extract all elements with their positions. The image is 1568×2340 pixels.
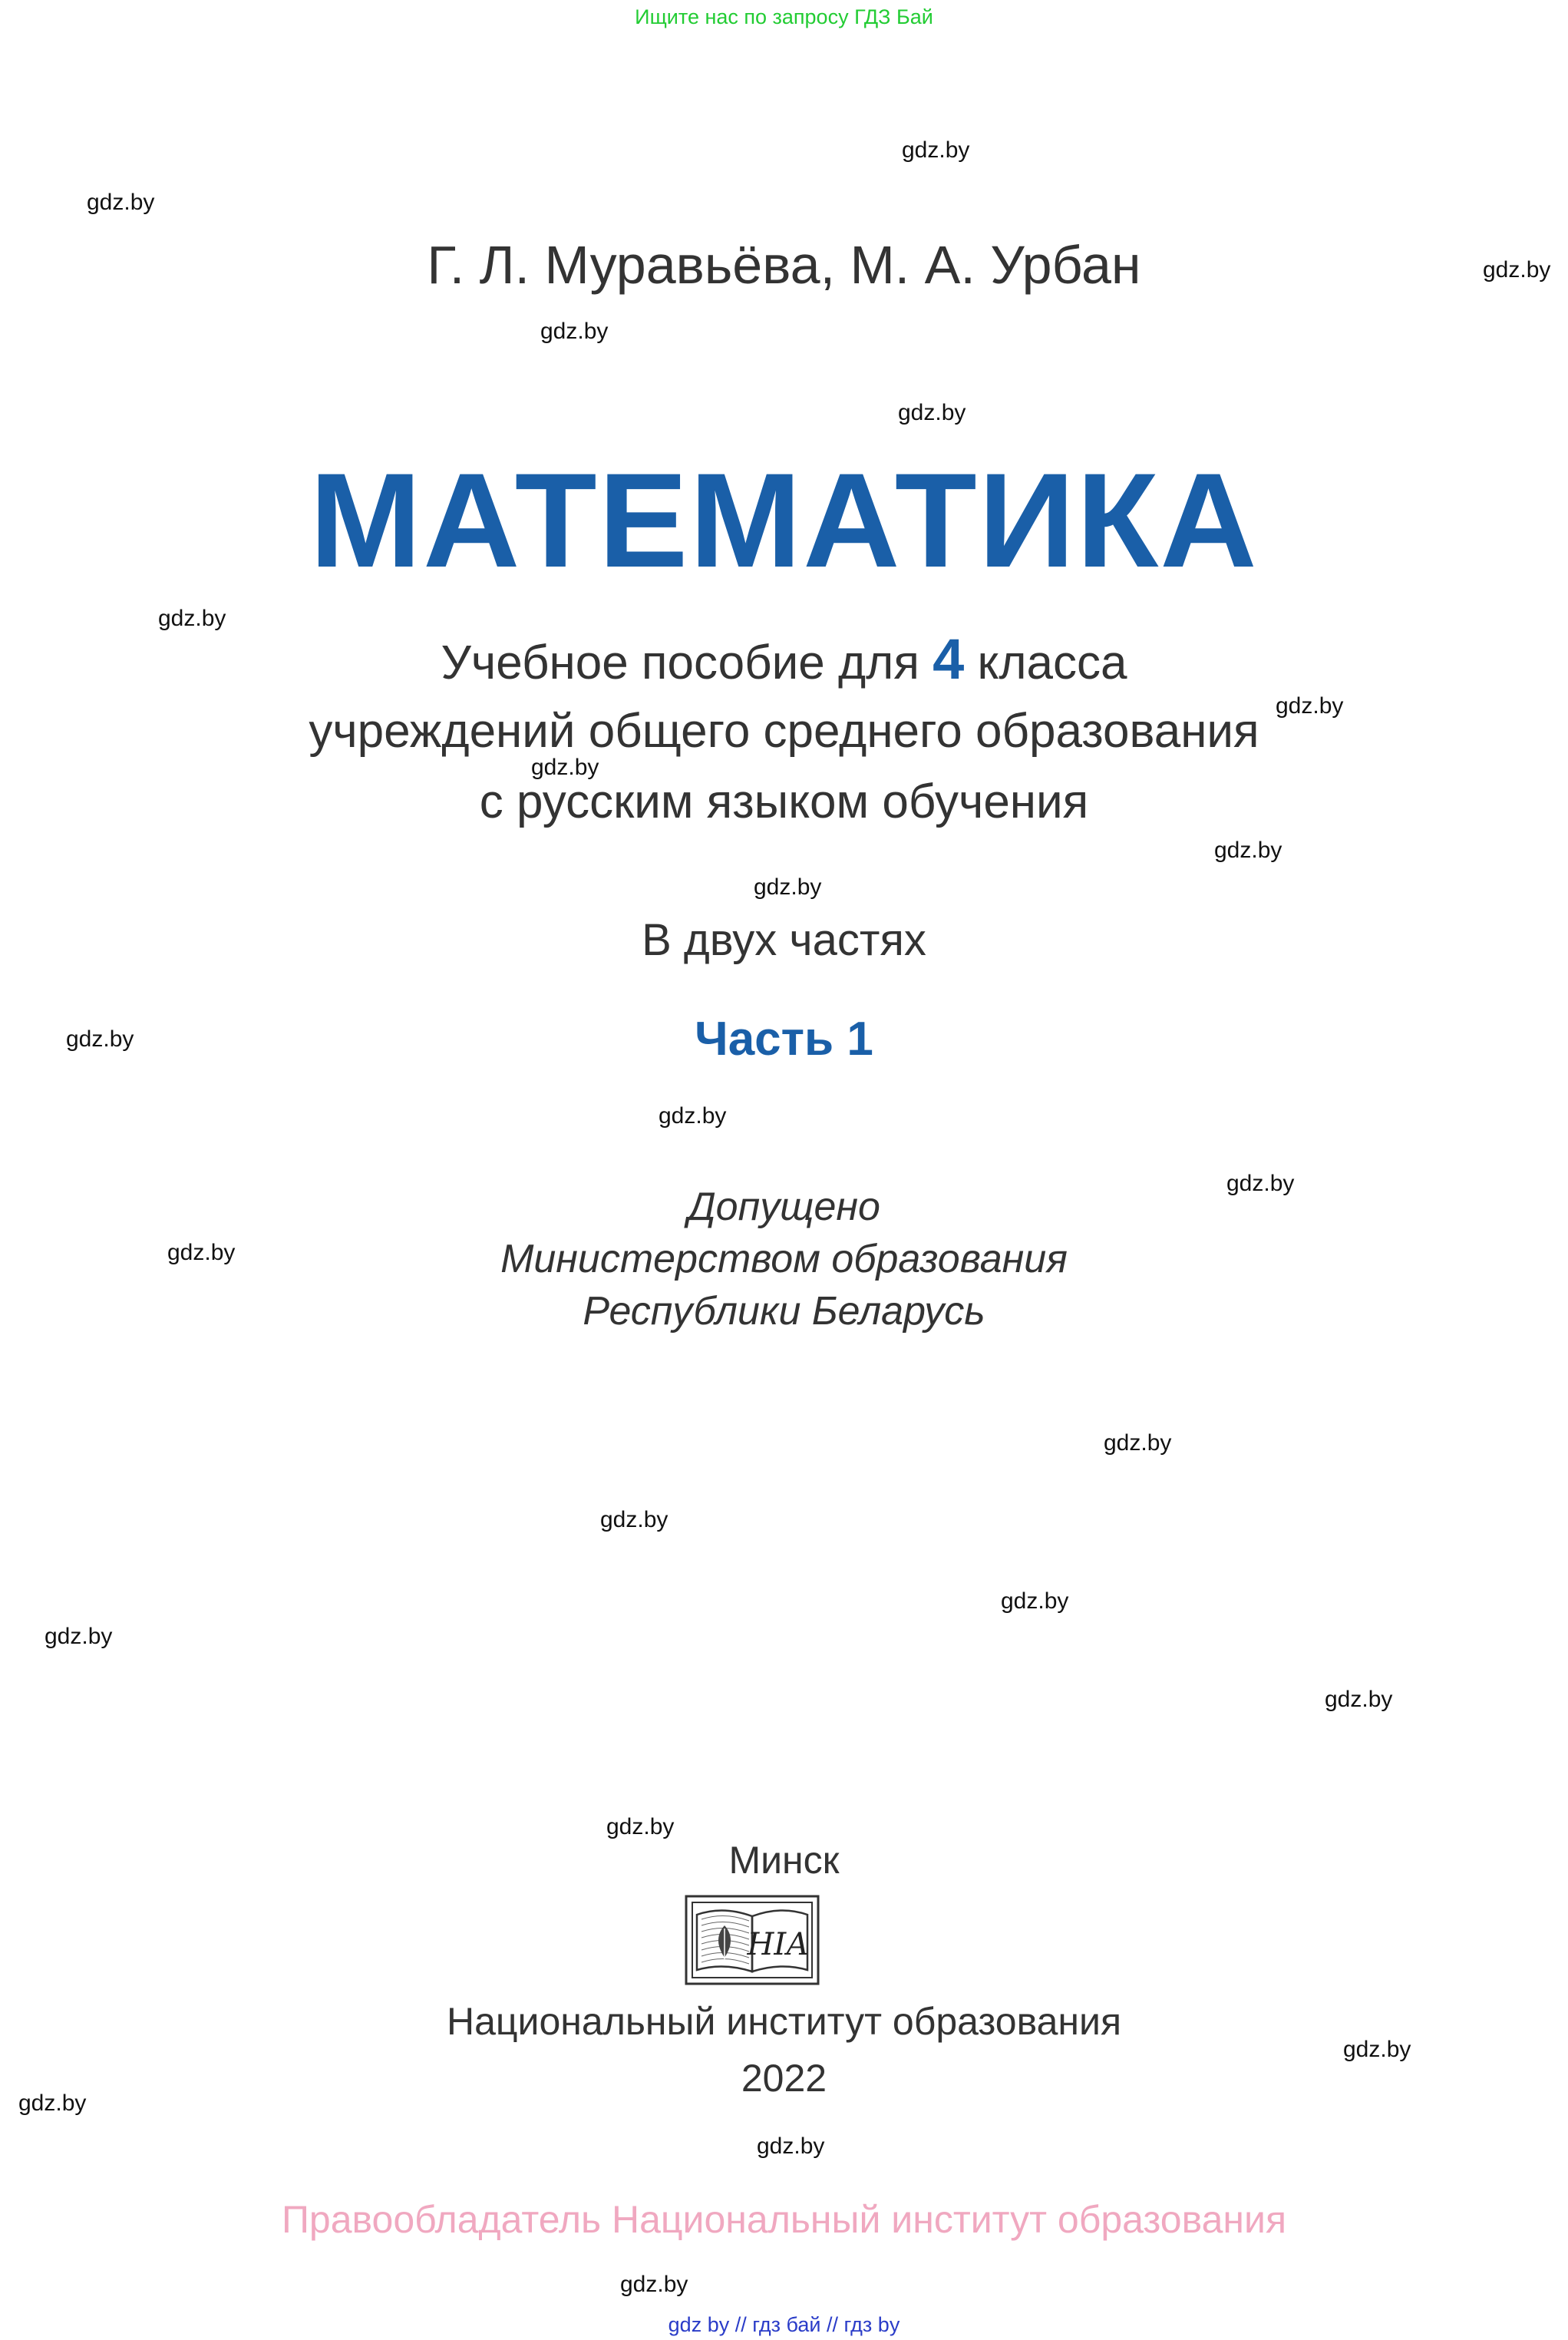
parts-note: В двух частях (642, 915, 926, 965)
watermark: gdz.by (1104, 1430, 1172, 1456)
approval-line-2: Министерством образования (500, 1237, 1068, 1281)
publisher: Национальный институт образования (446, 2000, 1122, 2043)
subtitle-line-1-after: класса (964, 636, 1127, 689)
watermark: gdz.by (540, 319, 609, 344)
watermark: gdz.by (1214, 838, 1282, 863)
watermark: gdz.by (1001, 1588, 1069, 1614)
search-hint: Ищите нас по запросу ГДЗ Бай (635, 5, 933, 28)
watermark: gdz.by (1343, 2037, 1411, 2062)
year: 2022 (741, 2057, 827, 2100)
watermark: gdz.by (45, 1624, 113, 1649)
approval-line-1: Допущено (688, 1185, 880, 1229)
watermark: gdz.by (531, 755, 599, 780)
footer-link-3[interactable]: гдз by (843, 2313, 900, 2336)
watermark: gdz.by (659, 1103, 727, 1129)
footer-links (0, 2309, 1568, 2340)
watermark: gdz.by (167, 1240, 236, 1265)
subtitle-line-3: с русским языком обучения (479, 775, 1089, 828)
watermark: gdz.by (898, 400, 966, 425)
logo-monogram: НІА (747, 1927, 810, 1962)
watermark: gdz.by (87, 190, 155, 215)
watermark: gdz.by (754, 874, 822, 900)
footer-link-1[interactable]: gdz by (668, 2313, 730, 2336)
subtitle-line-2: учреждений общего среднего образования (309, 705, 1259, 758)
watermark: gdz.by (66, 1026, 134, 1052)
grade-number: 4 (933, 627, 965, 691)
copyright-line: Правообладатель Национальный институт образования (281, 2198, 1287, 2241)
watermark: gdz.by (1325, 1687, 1393, 1712)
approval-line-3: Республики Беларусь (583, 1289, 985, 1334)
footer-separator-1: // (734, 2313, 747, 2336)
subtitle-line-1-before: Учебное пособие для (441, 636, 933, 689)
watermark: gdz.by (1276, 693, 1344, 719)
city: Минск (728, 1839, 840, 1882)
part-number: Часть 1 (695, 1013, 873, 1066)
watermark: gdz.by (757, 2133, 825, 2159)
watermark: gdz.by (606, 1814, 675, 1839)
publisher-logo-icon (685, 1895, 820, 1985)
footer-separator-2: // (827, 2313, 839, 2336)
watermark: gdz.by (18, 2090, 87, 2116)
book-title: МАТЕМАТИКА (309, 446, 1259, 596)
subtitle-line-1 (0, 623, 1568, 699)
watermark: gdz.by (620, 2272, 688, 2297)
footer-link-2[interactable]: гдз бай (752, 2313, 821, 2336)
authors: Г. Л. Муравьёва, М. А. Урбан (427, 235, 1141, 295)
watermark: gdz.by (1483, 257, 1551, 283)
watermark: gdz.by (600, 1507, 668, 1532)
watermark: gdz.by (158, 606, 226, 631)
watermark: gdz.by (1226, 1171, 1295, 1196)
watermark: gdz.by (902, 137, 970, 163)
